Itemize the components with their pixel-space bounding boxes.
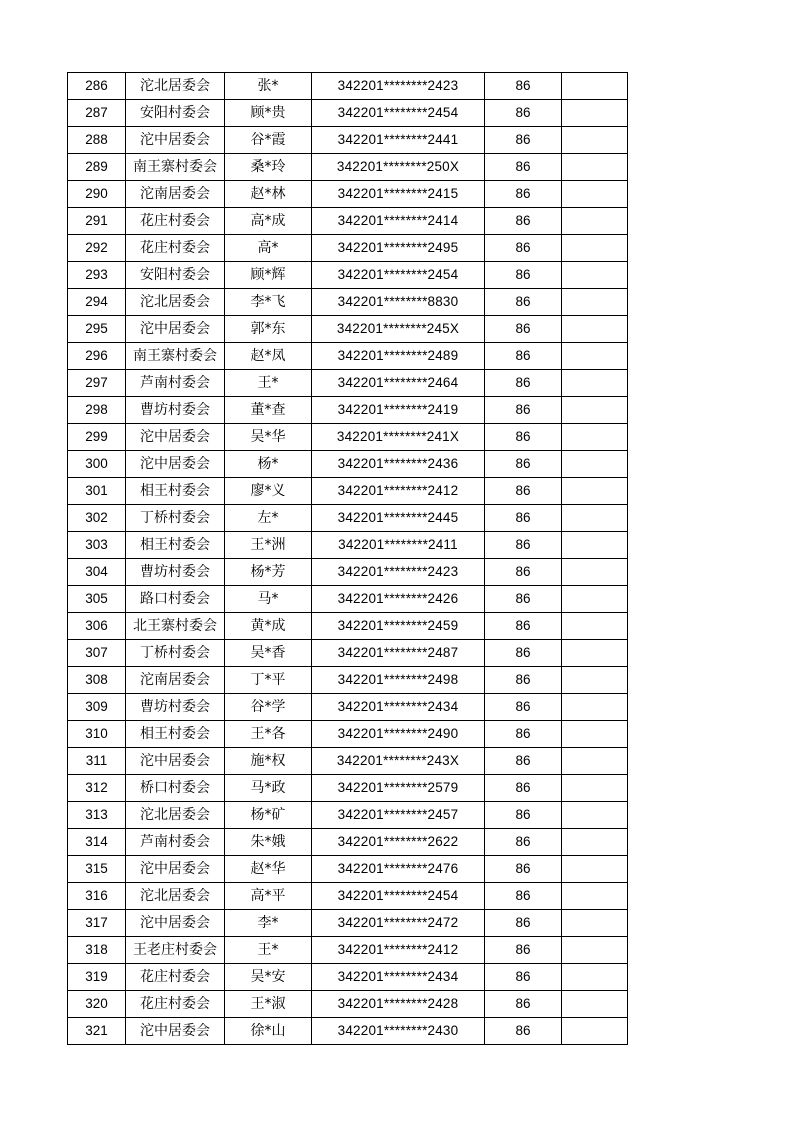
id-number-cell: 342201********2430 bbox=[312, 1018, 485, 1045]
score-cell: 86 bbox=[485, 235, 562, 262]
score-cell: 86 bbox=[485, 154, 562, 181]
row-number-cell: 318 bbox=[68, 937, 126, 964]
remark-cell bbox=[562, 73, 628, 100]
committee-cell: 芦南村委会 bbox=[126, 829, 225, 856]
person-name-cell: 王* bbox=[225, 370, 312, 397]
committee-cell: 花庄村委会 bbox=[126, 964, 225, 991]
person-name-cell: 董*查 bbox=[225, 397, 312, 424]
table-row bbox=[68, 910, 628, 937]
remark-cell bbox=[562, 451, 628, 478]
table-row bbox=[68, 721, 628, 748]
id-number-cell: 342201********2622 bbox=[312, 829, 485, 856]
id-number-cell: 342201********2457 bbox=[312, 802, 485, 829]
score-cell: 86 bbox=[485, 802, 562, 829]
committee-cell: 曹坊村委会 bbox=[126, 694, 225, 721]
row-number-cell: 311 bbox=[68, 748, 126, 775]
remark-cell bbox=[562, 478, 628, 505]
committee-cell: 沱中居委会 bbox=[126, 1018, 225, 1045]
person-name-cell: 谷*学 bbox=[225, 694, 312, 721]
remark-cell bbox=[562, 856, 628, 883]
id-number-cell: 342201********2445 bbox=[312, 505, 485, 532]
committee-cell: 南王寨村委会 bbox=[126, 154, 225, 181]
row-number-cell: 320 bbox=[68, 991, 126, 1018]
id-number-cell: 342201********2498 bbox=[312, 667, 485, 694]
score-cell: 86 bbox=[485, 451, 562, 478]
person-name-cell: 李*飞 bbox=[225, 289, 312, 316]
person-name-cell: 赵*凤 bbox=[225, 343, 312, 370]
person-name-cell: 高*成 bbox=[225, 208, 312, 235]
row-number-cell: 290 bbox=[68, 181, 126, 208]
row-number-cell: 319 bbox=[68, 964, 126, 991]
person-name-cell: 王*各 bbox=[225, 721, 312, 748]
person-name-cell: 王*洲 bbox=[225, 532, 312, 559]
remark-cell bbox=[562, 829, 628, 856]
id-number-cell: 342201********2454 bbox=[312, 883, 485, 910]
person-name-cell: 黄*成 bbox=[225, 613, 312, 640]
table-row bbox=[68, 586, 628, 613]
table-row bbox=[68, 937, 628, 964]
row-number-cell: 304 bbox=[68, 559, 126, 586]
table-row bbox=[68, 613, 628, 640]
id-number-cell: 342201********250X bbox=[312, 154, 485, 181]
score-cell: 86 bbox=[485, 73, 562, 100]
score-cell: 86 bbox=[485, 937, 562, 964]
row-number-cell: 315 bbox=[68, 856, 126, 883]
score-cell: 86 bbox=[485, 856, 562, 883]
person-name-cell: 杨* bbox=[225, 451, 312, 478]
row-number-cell: 314 bbox=[68, 829, 126, 856]
row-number-cell: 289 bbox=[68, 154, 126, 181]
score-cell: 86 bbox=[485, 829, 562, 856]
id-number-cell: 342201********2434 bbox=[312, 964, 485, 991]
remark-cell bbox=[562, 127, 628, 154]
person-name-cell: 王* bbox=[225, 937, 312, 964]
table-row bbox=[68, 424, 628, 451]
id-number-cell: 342201********2487 bbox=[312, 640, 485, 667]
committee-cell: 丁桥村委会 bbox=[126, 505, 225, 532]
person-name-cell: 杨*芳 bbox=[225, 559, 312, 586]
score-cell: 86 bbox=[485, 181, 562, 208]
remark-cell bbox=[562, 424, 628, 451]
table-row bbox=[68, 235, 628, 262]
score-cell: 86 bbox=[485, 316, 562, 343]
table-row bbox=[68, 208, 628, 235]
table-row bbox=[68, 667, 628, 694]
committee-cell: 北王寨村委会 bbox=[126, 613, 225, 640]
score-cell: 86 bbox=[485, 721, 562, 748]
remark-cell bbox=[562, 802, 628, 829]
person-name-cell: 施*权 bbox=[225, 748, 312, 775]
id-number-cell: 342201********2428 bbox=[312, 991, 485, 1018]
row-number-cell: 309 bbox=[68, 694, 126, 721]
remark-cell bbox=[562, 289, 628, 316]
table-row bbox=[68, 964, 628, 991]
id-number-cell: 342201********2459 bbox=[312, 613, 485, 640]
committee-cell: 沱中居委会 bbox=[126, 316, 225, 343]
table-row bbox=[68, 262, 628, 289]
score-cell: 86 bbox=[485, 262, 562, 289]
committee-cell: 桥口村委会 bbox=[126, 775, 225, 802]
committee-cell: 相王村委会 bbox=[126, 721, 225, 748]
row-number-cell: 321 bbox=[68, 1018, 126, 1045]
committee-cell: 花庄村委会 bbox=[126, 235, 225, 262]
table-row bbox=[68, 154, 628, 181]
table-row bbox=[68, 694, 628, 721]
person-name-cell: 杨*矿 bbox=[225, 802, 312, 829]
id-number-cell: 342201********245X bbox=[312, 316, 485, 343]
score-cell: 86 bbox=[485, 694, 562, 721]
row-number-cell: 305 bbox=[68, 586, 126, 613]
score-cell: 86 bbox=[485, 505, 562, 532]
score-cell: 86 bbox=[485, 883, 562, 910]
id-number-cell: 342201********241X bbox=[312, 424, 485, 451]
committee-cell: 沱北居委会 bbox=[126, 883, 225, 910]
table-row bbox=[68, 127, 628, 154]
committee-cell: 沱中居委会 bbox=[126, 451, 225, 478]
table-row bbox=[68, 73, 628, 100]
table-row bbox=[68, 370, 628, 397]
committee-cell: 沱中居委会 bbox=[126, 856, 225, 883]
remark-cell bbox=[562, 748, 628, 775]
remark-cell bbox=[562, 559, 628, 586]
remark-cell bbox=[562, 181, 628, 208]
table-row bbox=[68, 505, 628, 532]
remark-cell bbox=[562, 343, 628, 370]
table-row bbox=[68, 532, 628, 559]
id-number-cell: 342201********8830 bbox=[312, 289, 485, 316]
remark-cell bbox=[562, 640, 628, 667]
row-number-cell: 301 bbox=[68, 478, 126, 505]
score-cell: 86 bbox=[485, 613, 562, 640]
person-name-cell: 顾*辉 bbox=[225, 262, 312, 289]
table-row bbox=[68, 100, 628, 127]
row-number-cell: 312 bbox=[68, 775, 126, 802]
person-name-cell: 丁*平 bbox=[225, 667, 312, 694]
row-number-cell: 306 bbox=[68, 613, 126, 640]
row-number-cell: 291 bbox=[68, 208, 126, 235]
row-number-cell: 292 bbox=[68, 235, 126, 262]
id-number-cell: 342201********2419 bbox=[312, 397, 485, 424]
row-number-cell: 310 bbox=[68, 721, 126, 748]
table-row bbox=[68, 640, 628, 667]
person-name-cell: 左* bbox=[225, 505, 312, 532]
committee-cell: 芦南村委会 bbox=[126, 370, 225, 397]
person-name-cell: 吴*华 bbox=[225, 424, 312, 451]
score-cell: 86 bbox=[485, 397, 562, 424]
roster-table-body bbox=[68, 73, 628, 1045]
person-name-cell: 朱*娥 bbox=[225, 829, 312, 856]
row-number-cell: 286 bbox=[68, 73, 126, 100]
remark-cell bbox=[562, 667, 628, 694]
committee-cell: 曹坊村委会 bbox=[126, 559, 225, 586]
row-number-cell: 288 bbox=[68, 127, 126, 154]
remark-cell bbox=[562, 316, 628, 343]
row-number-cell: 313 bbox=[68, 802, 126, 829]
id-number-cell: 342201********2414 bbox=[312, 208, 485, 235]
id-number-cell: 342201********2423 bbox=[312, 73, 485, 100]
committee-cell: 沱南居委会 bbox=[126, 667, 225, 694]
remark-cell bbox=[562, 262, 628, 289]
row-number-cell: 297 bbox=[68, 370, 126, 397]
person-name-cell: 马*政 bbox=[225, 775, 312, 802]
table-row bbox=[68, 802, 628, 829]
remark-cell bbox=[562, 883, 628, 910]
table-row bbox=[68, 478, 628, 505]
score-cell: 86 bbox=[485, 640, 562, 667]
score-cell: 86 bbox=[485, 370, 562, 397]
roster-table bbox=[67, 72, 628, 1045]
score-cell: 86 bbox=[485, 100, 562, 127]
table-row bbox=[68, 343, 628, 370]
committee-cell: 曹坊村委会 bbox=[126, 397, 225, 424]
table-row bbox=[68, 559, 628, 586]
score-cell: 86 bbox=[485, 1018, 562, 1045]
remark-cell bbox=[562, 397, 628, 424]
row-number-cell: 302 bbox=[68, 505, 126, 532]
score-cell: 86 bbox=[485, 289, 562, 316]
remark-cell bbox=[562, 721, 628, 748]
id-number-cell: 342201********2436 bbox=[312, 451, 485, 478]
remark-cell bbox=[562, 613, 628, 640]
id-number-cell: 342201********2412 bbox=[312, 937, 485, 964]
table-row bbox=[68, 1018, 628, 1045]
person-name-cell: 李* bbox=[225, 910, 312, 937]
person-name-cell: 马* bbox=[225, 586, 312, 613]
table-row bbox=[68, 829, 628, 856]
committee-cell: 丁桥村委会 bbox=[126, 640, 225, 667]
committee-cell: 沱中居委会 bbox=[126, 424, 225, 451]
score-cell: 86 bbox=[485, 586, 562, 613]
committee-cell: 沱北居委会 bbox=[126, 73, 225, 100]
score-cell: 86 bbox=[485, 343, 562, 370]
row-number-cell: 317 bbox=[68, 910, 126, 937]
table-row bbox=[68, 316, 628, 343]
person-name-cell: 廖*义 bbox=[225, 478, 312, 505]
id-number-cell: 342201********2454 bbox=[312, 100, 485, 127]
score-cell: 86 bbox=[485, 748, 562, 775]
row-number-cell: 298 bbox=[68, 397, 126, 424]
score-cell: 86 bbox=[485, 775, 562, 802]
person-name-cell: 吴*香 bbox=[225, 640, 312, 667]
remark-cell bbox=[562, 910, 628, 937]
id-number-cell: 342201********2441 bbox=[312, 127, 485, 154]
person-name-cell: 赵*林 bbox=[225, 181, 312, 208]
committee-cell: 路口村委会 bbox=[126, 586, 225, 613]
row-number-cell: 308 bbox=[68, 667, 126, 694]
committee-cell: 沱中居委会 bbox=[126, 127, 225, 154]
person-name-cell: 张* bbox=[225, 73, 312, 100]
score-cell: 86 bbox=[485, 991, 562, 1018]
committee-cell: 王老庄村委会 bbox=[126, 937, 225, 964]
id-number-cell: 342201********2415 bbox=[312, 181, 485, 208]
id-number-cell: 342201********2495 bbox=[312, 235, 485, 262]
score-cell: 86 bbox=[485, 424, 562, 451]
person-name-cell: 桑*玲 bbox=[225, 154, 312, 181]
id-number-cell: 342201********2579 bbox=[312, 775, 485, 802]
remark-cell bbox=[562, 694, 628, 721]
id-number-cell: 342201********2411 bbox=[312, 532, 485, 559]
table-row bbox=[68, 883, 628, 910]
score-cell: 86 bbox=[485, 910, 562, 937]
row-number-cell: 296 bbox=[68, 343, 126, 370]
remark-cell bbox=[562, 991, 628, 1018]
person-name-cell: 赵*华 bbox=[225, 856, 312, 883]
table-row bbox=[68, 289, 628, 316]
committee-cell: 安阳村委会 bbox=[126, 262, 225, 289]
table-row bbox=[68, 775, 628, 802]
remark-cell bbox=[562, 964, 628, 991]
remark-cell bbox=[562, 937, 628, 964]
table-row bbox=[68, 856, 628, 883]
person-name-cell: 高* bbox=[225, 235, 312, 262]
row-number-cell: 300 bbox=[68, 451, 126, 478]
remark-cell bbox=[562, 532, 628, 559]
remark-cell bbox=[562, 586, 628, 613]
person-name-cell: 顾*贵 bbox=[225, 100, 312, 127]
committee-cell: 沱中居委会 bbox=[126, 748, 225, 775]
remark-cell bbox=[562, 505, 628, 532]
table-row bbox=[68, 991, 628, 1018]
remark-cell bbox=[562, 1018, 628, 1045]
remark-cell bbox=[562, 208, 628, 235]
person-name-cell: 吴*安 bbox=[225, 964, 312, 991]
committee-cell: 相王村委会 bbox=[126, 478, 225, 505]
row-number-cell: 287 bbox=[68, 100, 126, 127]
committee-cell: 安阳村委会 bbox=[126, 100, 225, 127]
score-cell: 86 bbox=[485, 667, 562, 694]
row-number-cell: 307 bbox=[68, 640, 126, 667]
row-number-cell: 303 bbox=[68, 532, 126, 559]
id-number-cell: 342201********2476 bbox=[312, 856, 485, 883]
row-number-cell: 294 bbox=[68, 289, 126, 316]
id-number-cell: 342201********2423 bbox=[312, 559, 485, 586]
table-row bbox=[68, 451, 628, 478]
row-number-cell: 295 bbox=[68, 316, 126, 343]
row-number-cell: 316 bbox=[68, 883, 126, 910]
committee-cell: 花庄村委会 bbox=[126, 208, 225, 235]
committee-cell: 沱中居委会 bbox=[126, 910, 225, 937]
score-cell: 86 bbox=[485, 208, 562, 235]
person-name-cell: 徐*山 bbox=[225, 1018, 312, 1045]
committee-cell: 沱南居委会 bbox=[126, 181, 225, 208]
person-name-cell: 高*平 bbox=[225, 883, 312, 910]
remark-cell bbox=[562, 775, 628, 802]
committee-cell: 沱北居委会 bbox=[126, 289, 225, 316]
remark-cell bbox=[562, 235, 628, 262]
score-cell: 86 bbox=[485, 127, 562, 154]
remark-cell bbox=[562, 370, 628, 397]
person-name-cell: 郭*东 bbox=[225, 316, 312, 343]
committee-cell: 沱北居委会 bbox=[126, 802, 225, 829]
committee-cell: 花庄村委会 bbox=[126, 991, 225, 1018]
id-number-cell: 342201********2490 bbox=[312, 721, 485, 748]
id-number-cell: 342201********2472 bbox=[312, 910, 485, 937]
committee-cell: 南王寨村委会 bbox=[126, 343, 225, 370]
row-number-cell: 299 bbox=[68, 424, 126, 451]
id-number-cell: 342201********2434 bbox=[312, 694, 485, 721]
table-row bbox=[68, 181, 628, 208]
committee-cell: 相王村委会 bbox=[126, 532, 225, 559]
id-number-cell: 342201********243X bbox=[312, 748, 485, 775]
remark-cell bbox=[562, 154, 628, 181]
id-number-cell: 342201********2489 bbox=[312, 343, 485, 370]
score-cell: 86 bbox=[485, 559, 562, 586]
id-number-cell: 342201********2464 bbox=[312, 370, 485, 397]
score-cell: 86 bbox=[485, 532, 562, 559]
person-name-cell: 王*淑 bbox=[225, 991, 312, 1018]
person-name-cell: 谷*霞 bbox=[225, 127, 312, 154]
id-number-cell: 342201********2454 bbox=[312, 262, 485, 289]
id-number-cell: 342201********2412 bbox=[312, 478, 485, 505]
table-row bbox=[68, 397, 628, 424]
id-number-cell: 342201********2426 bbox=[312, 586, 485, 613]
score-cell: 86 bbox=[485, 478, 562, 505]
row-number-cell: 293 bbox=[68, 262, 126, 289]
remark-cell bbox=[562, 100, 628, 127]
score-cell: 86 bbox=[485, 964, 562, 991]
table-row bbox=[68, 748, 628, 775]
